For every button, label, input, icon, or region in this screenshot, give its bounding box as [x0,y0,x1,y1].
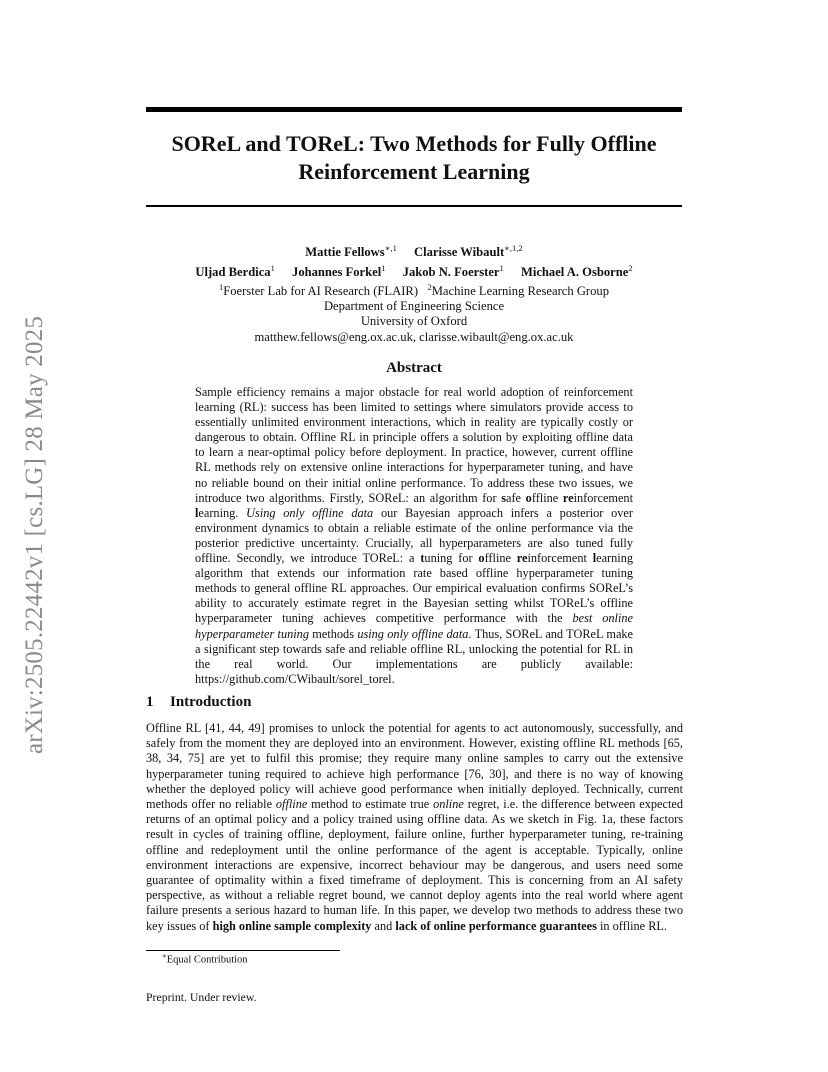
author-name: Johannes Forkel$^1$ [292,262,386,279]
title-line-1: SOReL and TOReL: Two Methods for Fully Offline [171,131,657,156]
abstract-heading: Abstract [386,360,442,376]
affiliation-mlrg: Machine Learning Research Group [431,283,610,298]
author-row-1 [146,241,682,260]
footnote-rule [146,950,340,951]
footnote: ∗Equal Contribution [162,952,248,966]
author-name: Michael A. Osborne$^2$ [520,262,633,279]
introduction-paragraph: Offline RL [41, 44, 49] promises to unlock the potential for agents to act autonomously, successfully, and safely from the moment they are deployed into an environment. However, existing offline RL methods [65, 38, 34, 75] are yet to fulfil this promise; they require many online samples to carry out the extensive hyperparameter tuning required to achieve high performance [76, 30], and there is no way of knowing whether the deployed policy will achieve good performance when initially deployed. Technically, current methods offer no reliable offline method to estimate true online regret, i.e. the difference between expected returns of an optimal policy and a policy trained using offline data. As we sketch in Fig. 1a, these factors result in cycles of training offline, deployment, failure online, further hyperparameter tuning, re-training offline and redeployment until the online performance of the agent is acceptable. Typically, online environment interactions are expensive, incorrect behaviour may be dangerous, and users need some guarantee of optimality within a fixed timeframe of deployment. This is concerning from an AI safety perspective, as without a reliable regret bound, we cannot deploy agents into the real world where agent failure presents a serious hazard to human life. In this paper, we develop two methods to address these two key issues of high online sample complexity and lack of online performance guarantees in offline RL. [146,721,683,933]
affiliation-flair: Foerster Lab for AI Research (FLAIR) [223,283,419,298]
title-top-rule [146,107,682,112]
author-name: Jakob N. Foerster$^1$ [402,262,504,279]
affiliations: $^1$Foerster Lab for AI Research (FLAIR) $^2$Machine Learning Research Group [218,281,610,298]
author-name: Uljad Berdica$^1$ [195,262,275,279]
department: Department of Engineering Science [323,299,505,314]
arxiv-id-text: arXiv:2505.22442v1 [cs.LG] 28 May 2025 [21,315,48,755]
arxiv-identifier-sidebar [14,300,56,770]
author-name: Clarisse Wibault$^{∗,1,2}$ [414,243,523,260]
section-heading-introduction: 1 Introduction [146,694,252,710]
abstract-body: Sample efficiency remains a major obstacle for real world adoption of reinforcement learning (RL): success has been limited to settings where simulators provide access to essentially unlimited environment interactions, which in reality are typically costly or dangerous to obtain. Offline RL in principle offers a solution by exploiting offline data to learn a near-optimal policy before deployment. In practice, however, current offline RL methods rely on extensive online interactions for hyperparameter tuning, and have no reliable bound on their initial online performance. To address these two issues, we introduce two algorithms. Firstly, SOReL: an algorithm for safe offline reinforcement learning. Using only offline data our Bayesian approach infers a posterior over environment dynamics to obtain a reliable estimate of the online performance via the posterior predictive uncertainty. Crucially, all hyperparameters are also tuned fully offline. Secondly, we introduce TOReL: a tuning for offline reinforcement learning algorithm that extends our information rate based offline hyperparameter tuning methods to general offline RL approaches. Our empirical evaluation confirms SOReL’s ability to accurately estimate regret in the Bayesian setting whilst TOReL’s offline hyperparameter tuning achieves competitive performance with the best online hyperparameter tuning methods using only offline data. Thus, SOReL and TOReL make a significant step towards safe and reliable offline RL, unlocking the potential for RL in the real world. Our implementations are publicly available: https://github.com/CWibault/sorel_torel. [195,385,634,686]
author-name: Mattie Fellows$^{∗,1}$ [305,243,397,260]
author-row-2 [146,260,682,279]
author-emails[interactable]: matthew.fellows@eng.ox.ac.uk, clarisse.wibault@eng.ox.ac.uk [254,329,574,344]
university: University of Oxford [360,314,468,329]
title-line-2: Reinforcement Learning [298,159,530,184]
title-bottom-rule [146,205,682,207]
preprint-notice: Preprint. Under review. [146,990,257,1004]
paper-title [146,130,682,186]
author-block [146,241,682,345]
